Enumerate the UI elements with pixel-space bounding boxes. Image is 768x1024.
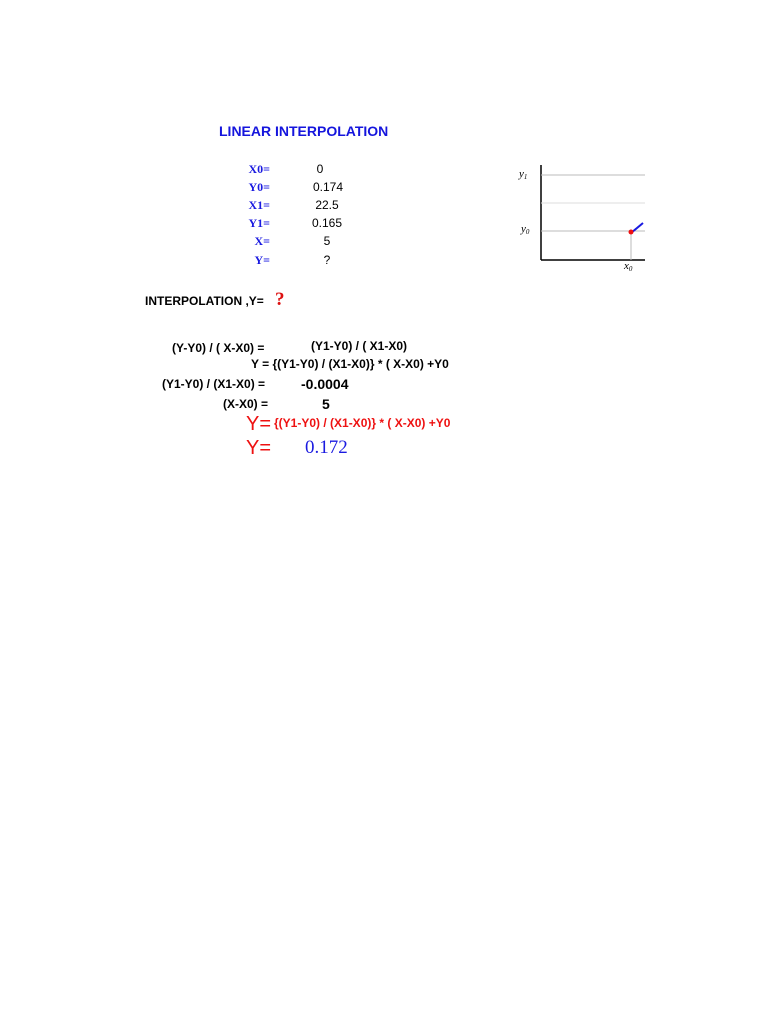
- ratio-right-formula: (Y1-Y0) / ( X1-X0): [311, 339, 408, 353]
- var-value-x0: 0: [316, 162, 324, 176]
- var-value-y: ?: [323, 253, 331, 267]
- interpolation-label: INTERPOLATION ,Y=: [145, 294, 264, 308]
- y-formula: Y = {(Y1-Y0) / (X1-X0)} * ( X-X0) +Y0: [251, 357, 449, 371]
- page-title: LINEAR INTERPOLATION: [219, 123, 389, 139]
- var-label-x0: X0=: [248, 162, 270, 176]
- var-value-y1: 0.165: [311, 216, 343, 230]
- ratio-left-formula: (Y-Y0) / ( X-X0) =: [172, 341, 265, 355]
- var-value-x1: 22.5: [315, 198, 339, 212]
- red-formula: {(Y1-Y0) / (X1-X0)} * ( X-X0) +Y0: [274, 416, 451, 430]
- diagram-y0-label: y0: [521, 223, 530, 236]
- diagram-x0-label: x0: [624, 260, 633, 273]
- var-label-x1: X1=: [248, 198, 270, 212]
- result-y-prefix: Y=: [246, 437, 272, 459]
- interpolation-diagram: [510, 160, 645, 275]
- var-label-y1: Y1=: [248, 216, 270, 230]
- diagram-y0-point: [629, 230, 634, 235]
- var-value-y0: 0.174: [312, 180, 344, 194]
- slope-label: (Y1-Y0) / (X1-X0) =: [162, 377, 266, 391]
- result-value: 0.172: [305, 437, 348, 458]
- var-label-y0: Y0=: [248, 180, 270, 194]
- slope-value: -0.0004: [301, 376, 349, 392]
- var-value-x: 5: [323, 234, 331, 248]
- dx-label: (X-X0) =: [223, 397, 269, 411]
- interpolation-question-mark: ?: [275, 289, 285, 310]
- var-label-x: X=: [254, 234, 270, 248]
- diagram-y1-label: y1: [519, 168, 528, 181]
- red-y-prefix: Y=: [246, 413, 272, 435]
- dx-value: 5: [322, 396, 330, 412]
- var-label-y: Y=: [254, 253, 270, 267]
